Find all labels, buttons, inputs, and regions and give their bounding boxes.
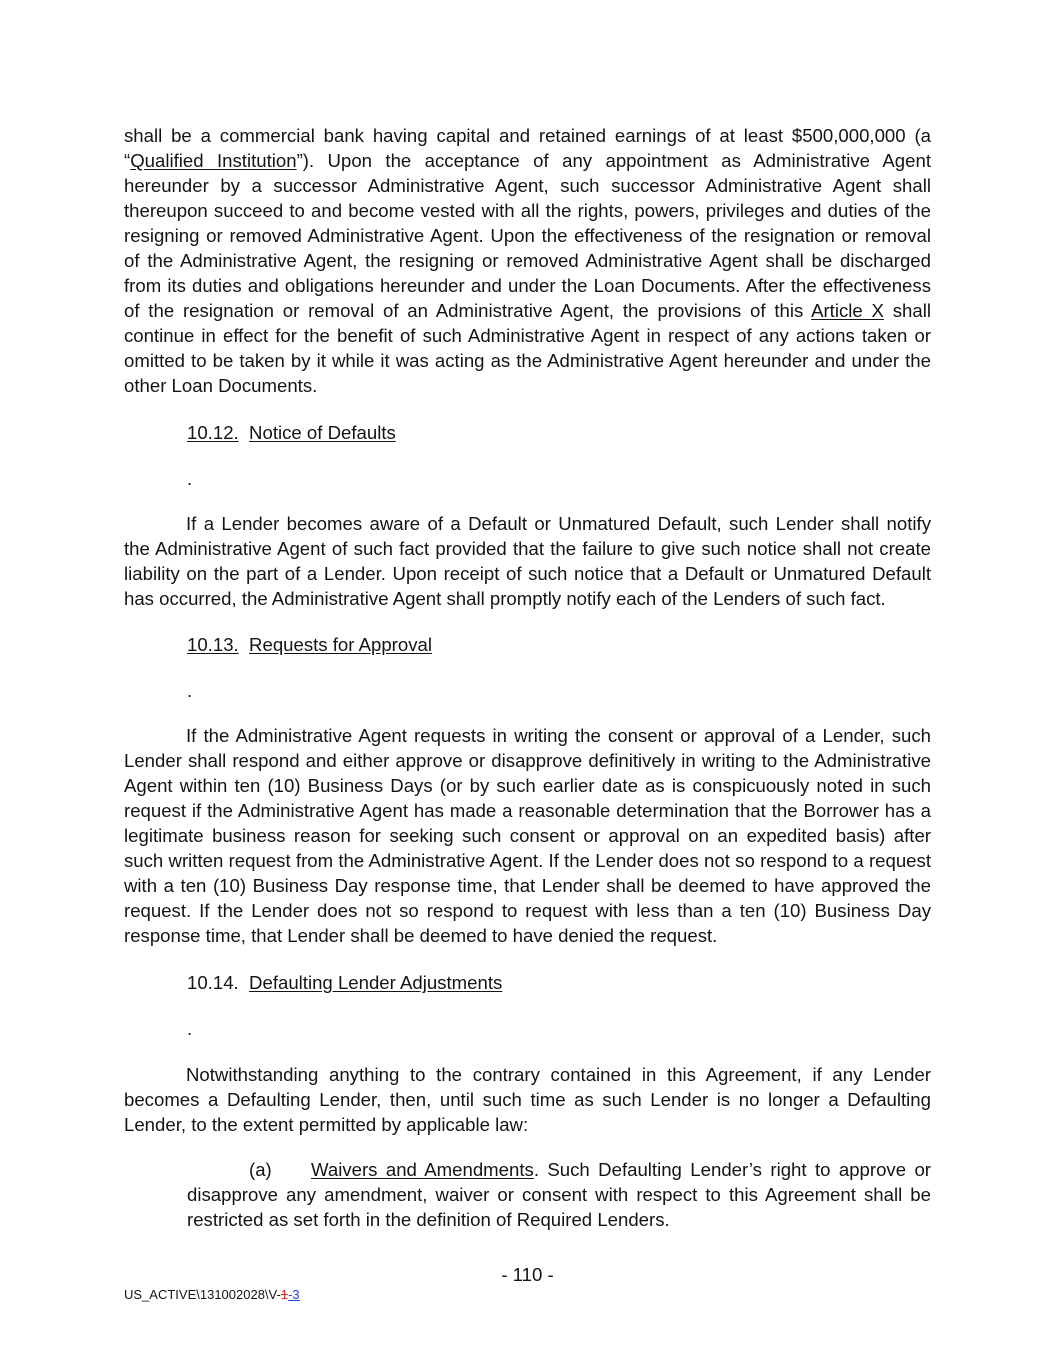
section-number: 10.14. xyxy=(187,972,239,993)
subsection-a xyxy=(187,1157,931,1232)
article-x-reference: Article X xyxy=(811,300,884,321)
continuation-text-3: shall continue in effect for the benefit of such Administrative Agent in respect of any actions taken or omitted to be taken by it while it was acting as the Administrative Agent hereunder and under the other Loan Documents. xyxy=(124,300,931,396)
section-paragraph: If the Administrative Agent requests in writing the consent or approval of a Lender, such Lender shall respond and either approve or disapprove definitively in writing to the Administrative Agent within ten (10) Business Days (or by such earlier date as is conspicuously noted in such request if the Administrative Agent has made a reasonable determination that the Borrower has a legitimate business reason for seeking such consent or approval on an expedited basis) after such written request from the Administrative Agent. If the Lender does not so respond to a request with a ten (10) Business Day response time, that Lender shall be deemed to have approved the request. If the Lender does not so respond to request with less than a ten (10) Business Day response time, that Lender shall be deemed to have denied the request. xyxy=(124,725,931,946)
subsection-title-period: . xyxy=(533,1159,539,1180)
section-number: 10.12. xyxy=(187,422,239,443)
subsection-text: Such Defaulting Lender’s right to approve or disapprove any amendment, waiver or consent with respect to this Agreement shall be restricted as set forth in the definition of Required Lenders. xyxy=(187,1159,931,1230)
document-id xyxy=(124,1287,300,1303)
section-heading-10-13 xyxy=(187,632,432,657)
section-heading-period: . xyxy=(187,468,193,489)
section-heading-10-14 xyxy=(187,970,502,995)
section-title: Notice of Defaults xyxy=(249,422,396,443)
document-id-prefix: US_ACTIVE\131002028\V- xyxy=(124,1287,281,1302)
continuation-paragraph xyxy=(124,123,931,398)
section-heading-period: . xyxy=(187,680,193,701)
section-body-10-14 xyxy=(124,1062,931,1137)
section-paragraph: Notwithstanding anything to the contrary contained in this Agreement, if any Lender becomes a Defaulting Lender, then, until such time as such Lender is no longer a Defaulting Lender, to the extent permitted by applicable law: xyxy=(124,1064,931,1135)
deleted-version-marker: 1 xyxy=(280,1287,289,1302)
subsection-label: (a) xyxy=(249,1159,272,1180)
section-body-10-12 xyxy=(124,511,931,611)
section-heading-10-12 xyxy=(187,420,396,445)
page-number: - 110 - xyxy=(501,1264,554,1285)
section-body-10-13 xyxy=(124,723,931,948)
section-number: 10.13. xyxy=(187,634,239,655)
subsection-title: Waivers and Amendments xyxy=(311,1159,534,1180)
section-title: Defaulting Lender Adjustments xyxy=(249,972,503,993)
section-title: Requests for Approval xyxy=(249,634,432,655)
section-paragraph: If a Lender becomes aware of a Default or Unmatured Default, such Lender shall notify the Administrative Agent of such fact provided that the failure to give such notice shall not create liability on the part of a Lender. Upon receipt of such notice that a Default or Unmatured Default has occurred, the Administrative Agent shall promptly notify each of the Lenders of such fact. xyxy=(124,513,931,609)
defined-term-qualified-institution: Qualified Institution xyxy=(130,150,297,171)
continuation-text-2: ”). Upon the acceptance of any appointment as Administrative Agent hereunder by a successor Administrative Agent, such successor Administrative Agent shall thereupon succeed to and become vested with all the rights, powers, privileges and duties of the resigning or removed Administrative Agent. Upon the effectiveness of the resignation or removal of the Administrative Agent, the resigning or removed Administrative Agent shall be discharged from its duties and obligations hereunder and under the Loan Documents. After the effectiveness of the resignation or removal of an Administrative Agent, the provisions of this xyxy=(124,150,931,321)
section-heading-period: . xyxy=(187,1018,193,1039)
continuation-text-1: shall be a commercial bank having capital and retained earnings of at least $500,000,000 (a “ xyxy=(124,125,931,171)
inserted-version-marker: -3 xyxy=(288,1287,300,1302)
